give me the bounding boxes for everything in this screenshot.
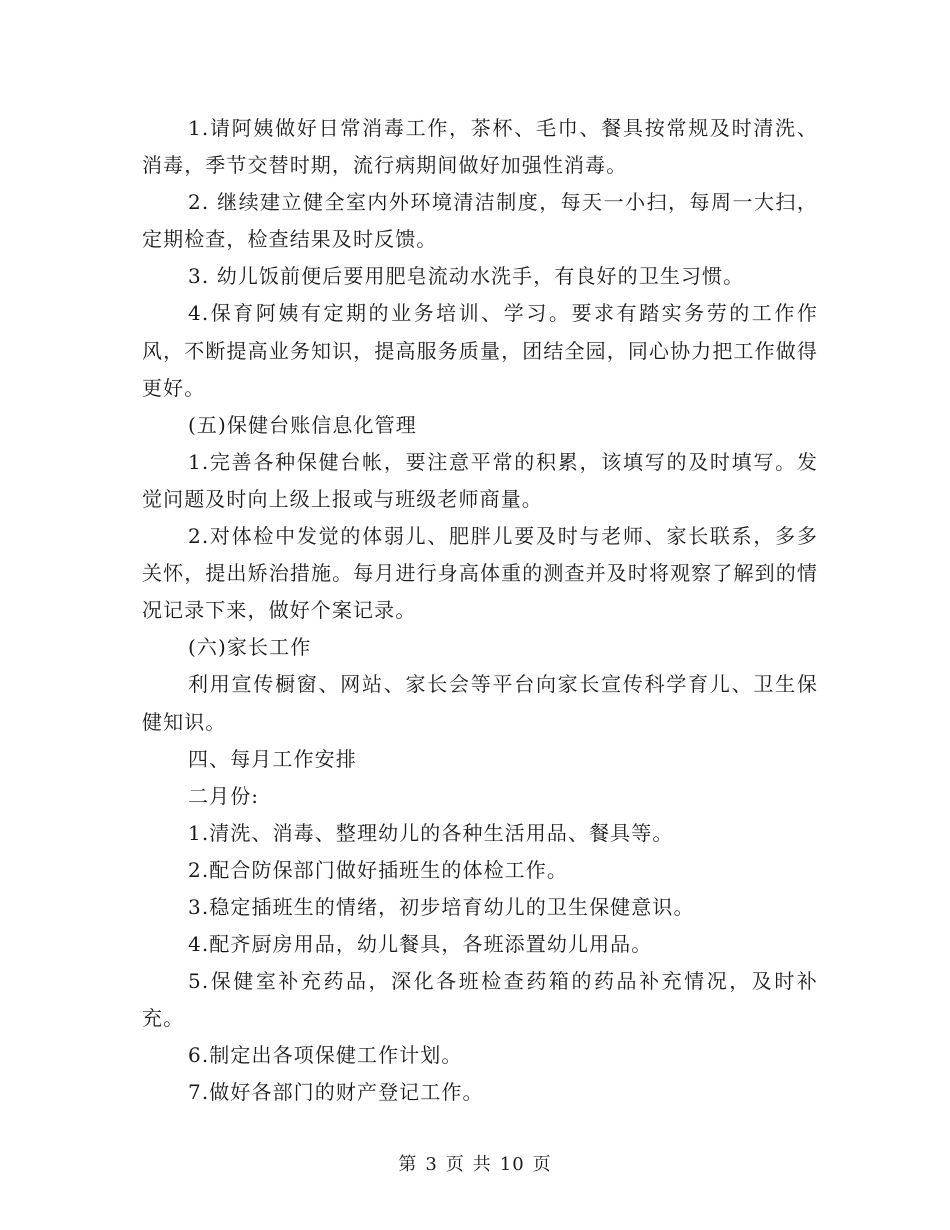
document-body — [142, 110, 818, 1112]
paragraph-hygiene-disinfection: 1.请阿姨做好日常消毒工作，茶杯、毛巾、餐具按常规及时清洗、消毒，季节交替时期，流行病期间做好加强性消毒。 — [142, 116, 818, 178]
paragraph-cleaning-system: 2. 继续建立健全室内外环境清洁制度，每天一小扫，每周一大扫，定期检查，检查结果及时反馈。 — [142, 190, 818, 252]
footer-prefix: 第 — [398, 1154, 418, 1175]
paragraph-staff-training: 4.保育阿姨有定期的业务培训、学习。要求有踏实务劳的工作作风，不断提高业务知识，提高服务质量，团结全园，同心协力把工作做得更好。 — [142, 301, 818, 400]
paragraph-checkup-followup: 2.对体检中发觉的体弱儿、肥胖儿要及时与老师、家长联系，多多关怀，提出矫治措施。每月进行身高体重的测查并及时将观察了解到的情况记录下来，做好个案记录。 — [142, 524, 818, 623]
footer-page-unit: 页 — [445, 1154, 465, 1175]
section-heading-parent-work: (六)家长工作 — [188, 635, 312, 660]
section-heading-monthly-plan: 四、每月工作安排 — [188, 746, 357, 771]
subheading-february: 二月份: — [188, 783, 260, 808]
footer-current-page: 3 — [425, 1154, 438, 1175]
paragraph-parent-outreach: 利用宣传橱窗、网站、家长会等平台向家长宣传科学育儿、卫生保健知识。 — [142, 672, 818, 734]
footer-total-pages: 10 — [499, 1154, 525, 1175]
list-item-7: 7.做好各部门的财产登记工作。 — [188, 1080, 484, 1105]
footer-total-word: 共 — [472, 1154, 492, 1175]
section-heading-health-records: (五)保健台账信息化管理 — [188, 412, 417, 437]
list-item-6: 6.制定出各项保健工作计划。 — [188, 1043, 463, 1068]
paragraph-handwashing: 3. 幼儿饭前便后要用肥皂流动水洗手，有良好的卫生习惯。 — [188, 264, 745, 289]
list-item-3: 3.稳定插班生的情绪，初步培育幼儿的卫生保健意识。 — [188, 894, 695, 919]
paragraph-health-ledger: 1.完善各种保健台帐，要注意平常的积累，该填写的及时填写。发觉问题及时向上级上报或与班级老师商量。 — [142, 449, 818, 511]
list-item-1: 1.清洗、消毒、整理幼儿的各种生活用品、餐具等。 — [188, 820, 674, 845]
list-item-2: 2.配合防保部门做好插班生的体检工作。 — [188, 857, 568, 882]
page-footer — [0, 1150, 950, 1176]
footer-suffix: 页 — [532, 1154, 552, 1175]
list-item-5: 5.保健室补充药品，深化各班检查药箱的药品补充情况，及时补充。 — [142, 969, 818, 1031]
list-item-4: 4.配齐厨房用品，幼儿餐具，各班添置幼儿用品。 — [188, 932, 653, 957]
